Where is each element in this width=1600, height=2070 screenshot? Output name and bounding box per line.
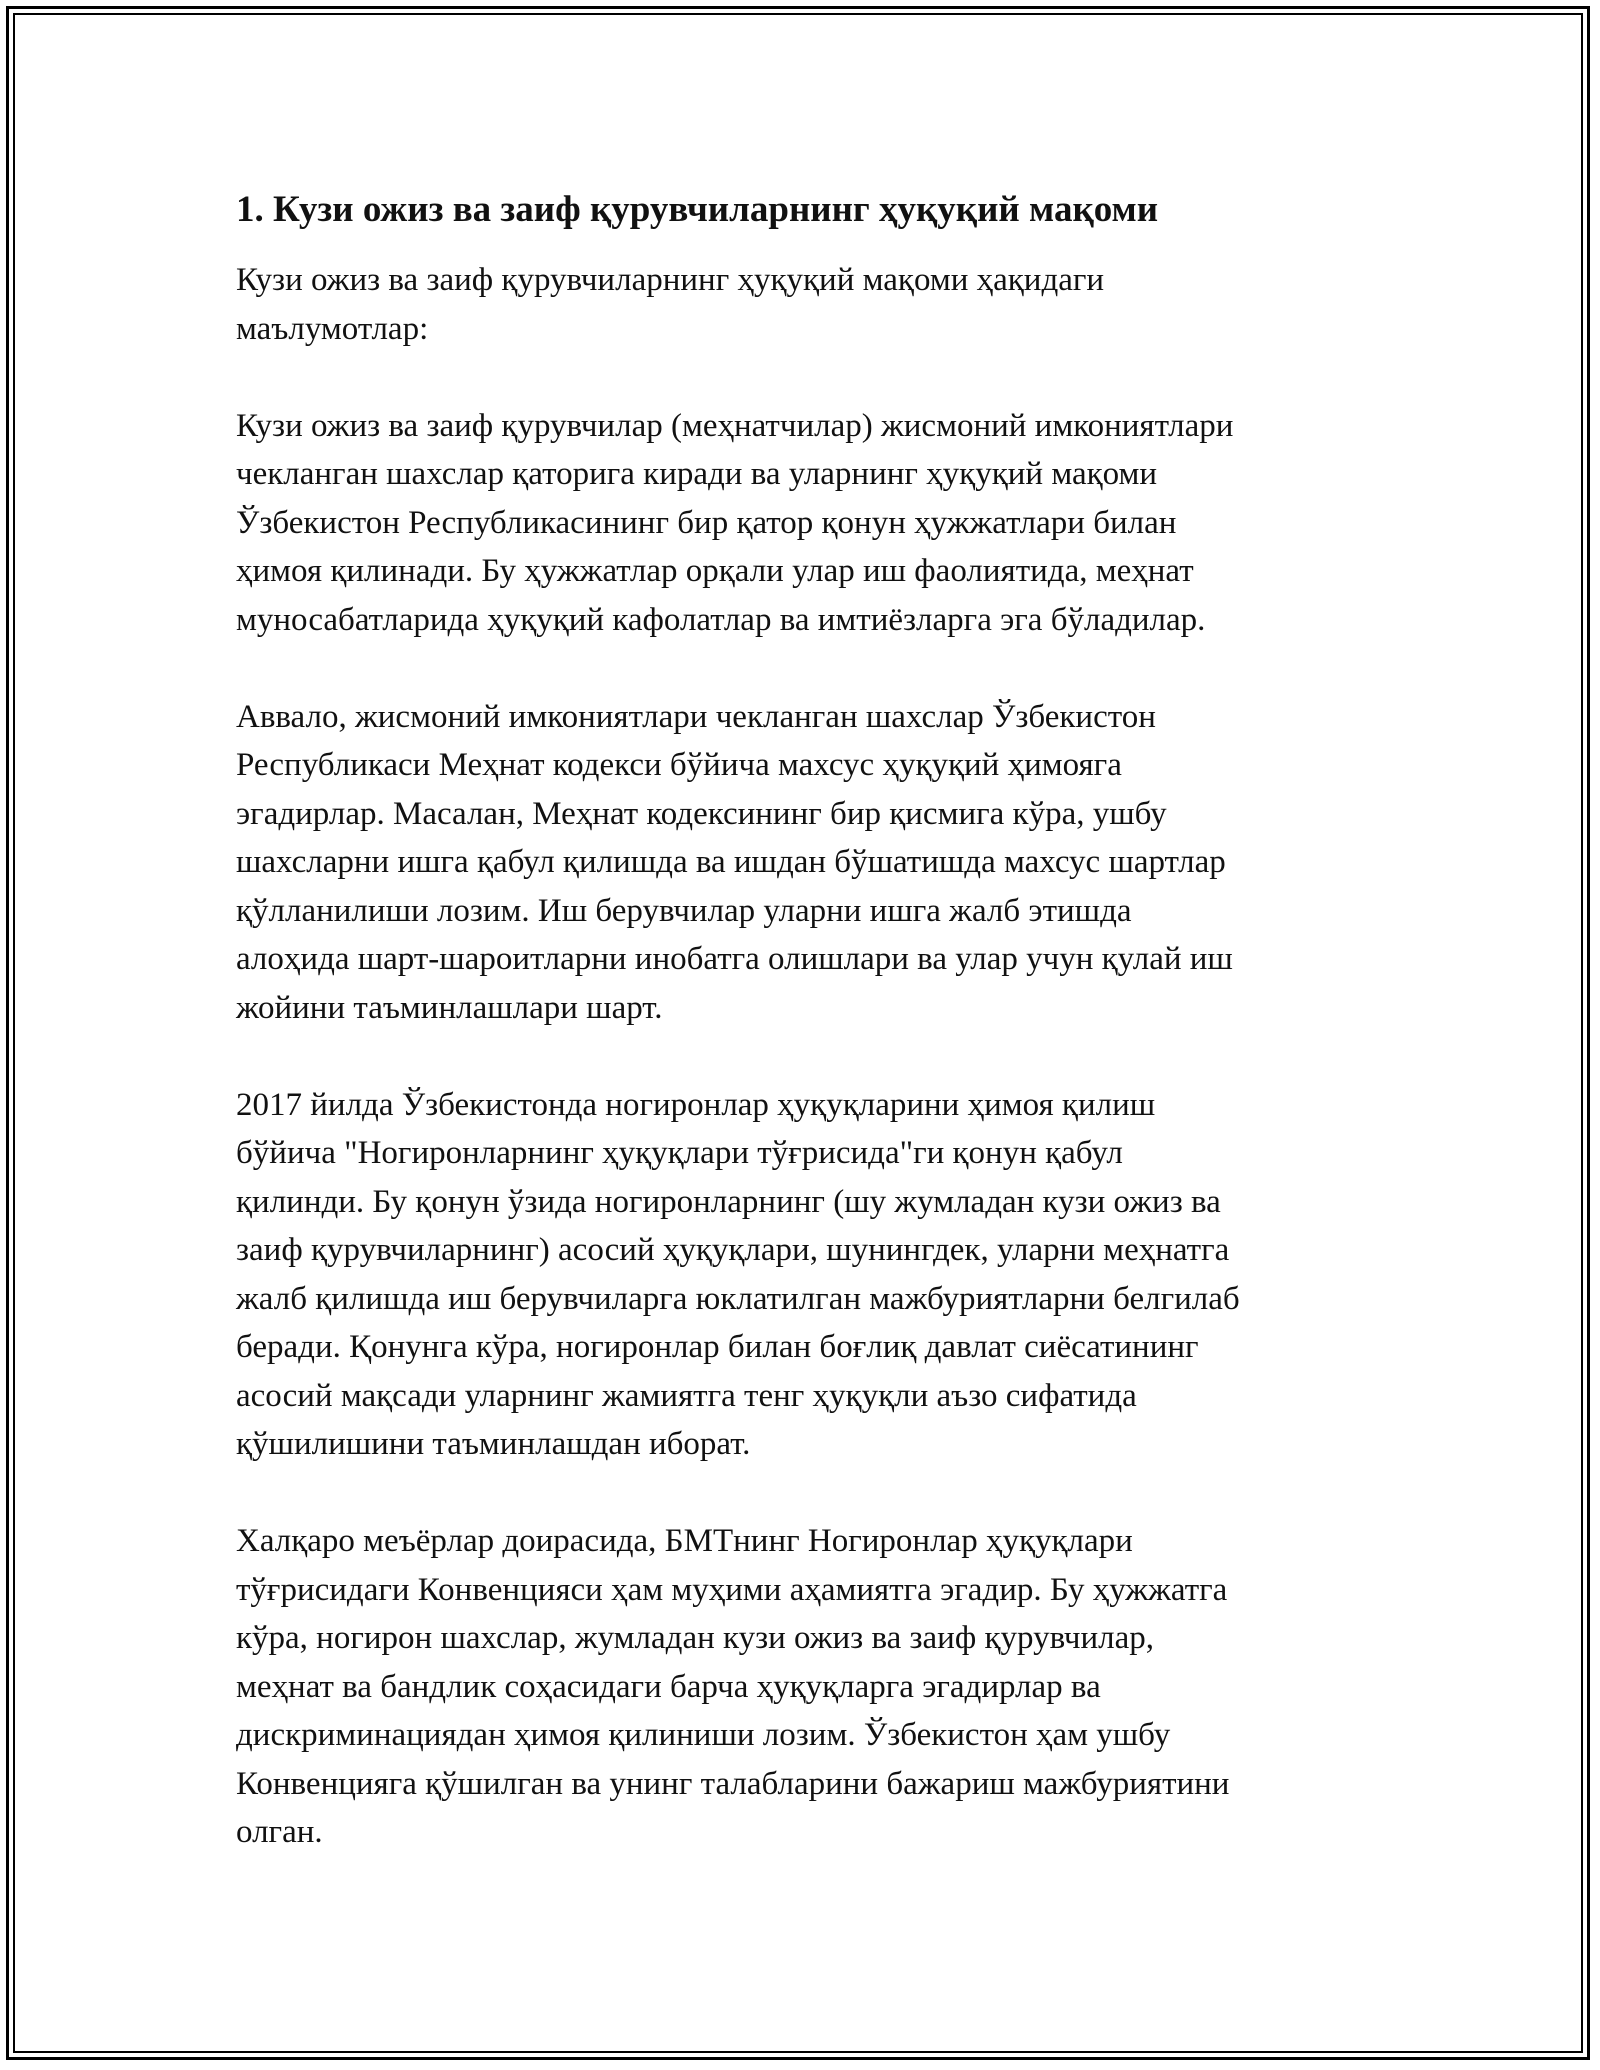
text-line: қўшилишини таъминлашдан иборат. [236, 1426, 751, 1462]
document-body [236, 186, 1366, 1905]
text-line: қилинди. Бу қонун ўзида ногиронларнинг (шу жумладан кузи ожиз ва [236, 1183, 1221, 1220]
text-line: Республикаси Меҳнат кодекси бўйича махсус ҳуқуқий ҳимояга [236, 747, 1122, 783]
text-line: олган. [236, 1814, 323, 1850]
text-line: шахсларни ишга қабул қилишда ва ишдан бўшатишда махсус шартлар [236, 844, 1226, 880]
paragraph-labor-code [236, 693, 1366, 1033]
text-line: жойини таъминлашлари шарт. [236, 989, 663, 1026]
paragraph-2017-law [236, 1081, 1366, 1469]
text-line: бўйича "Ногиронларнинг ҳуқуқлари тўғрисида"ги қонун қабул [236, 1135, 1123, 1171]
text-line: беради. Қонунга кўра, ногиронлар билан боғлиқ давлат сиёсатининг [236, 1329, 1199, 1365]
text-line: Конвенцияга қўшилган ва унинг талабларини бажариш мажбуриятини [236, 1765, 1230, 1802]
paragraph-un-convention [236, 1517, 1366, 1857]
text-line: жалб қилишда иш берувчиларга юклатилган мажбуриятларни белгилаб [236, 1280, 1240, 1317]
text-line: Кузи ожиз ва заиф қурувчилар (меҳнатчилар) жисмоний имкониятлари [236, 407, 1234, 444]
text-line: Кузи ожиз ва заиф қурувчиларнинг ҳуқуқий мақоми ҳақидаги [236, 262, 1105, 298]
paragraph-legal-status [236, 402, 1366, 645]
text-line: тўғрисидаги Конвенцияси ҳам муҳими аҳамиятга эгадир. Бу ҳужжатга [236, 1571, 1228, 1608]
text-line: кўра, ногирон шахслар, жумладан кузи ожиз ва заиф қурувчилар, [236, 1620, 1155, 1656]
text-line: эгадирлар. Масалан, Меҳнат кодексининг бир қисмига кўра, ушбу [236, 795, 1167, 832]
text-line: Халқаро меъёрлар доирасида, БМТнинг Ногиронлар ҳуқуқлари [236, 1523, 1133, 1559]
text-line: ҳимоя қилинади. Бу ҳужжатлар орқали улар иш фаолиятида, меҳнат [236, 553, 1194, 589]
text-line: Ўзбекистон Республикасининг бир қатор қонун ҳужжатлари билан [236, 504, 1177, 541]
text-line: қўлланилиши лозим. Иш берувчилар уларни ишга жалб этишда [236, 892, 1132, 929]
text-line: дискриминациядан ҳимоя қилиниши лозим. Ўзбекистон ҳам ушбу [236, 1717, 1171, 1753]
text-line: чекланган шахслар қаторига киради ва уларнинг ҳуқуқий мақоми [236, 456, 1158, 492]
text-line: алоҳида шарт-шароитларни инобатга олишлари ва улар учун қулай иш [236, 941, 1233, 977]
text-line: маълумотлар: [236, 310, 429, 347]
document-title: 1. Кузи ожиз ва заиф қурувчиларнинг ҳуқуқий мақоми [236, 189, 1159, 230]
text-line: заиф қурувчиларнинг) асосий ҳуқуқлари, шунингдек, уларни меҳнатга [236, 1232, 1230, 1268]
paragraph-intro [236, 256, 1366, 353]
text-line: 2017 йилда Ўзбекистонда ногиронлар ҳуқуқларини ҳимоя қилиш [236, 1086, 1156, 1123]
text-line: Аввало, жисмоний имкониятлари чекланган шахслар Ўзбекистон [236, 698, 1156, 735]
text-line: меҳнат ва бандлик соҳасидаги барча ҳуқуқларга эгадирлар ва [236, 1668, 1101, 1705]
text-line: асосий мақсади уларнинг жамиятга тенг ҳуқуқли аъзо сифатида [236, 1377, 1137, 1414]
text-line: муносабатларида ҳуқуқий кафолатлар ва имтиёзларга эга бўладилар. [236, 601, 1206, 638]
